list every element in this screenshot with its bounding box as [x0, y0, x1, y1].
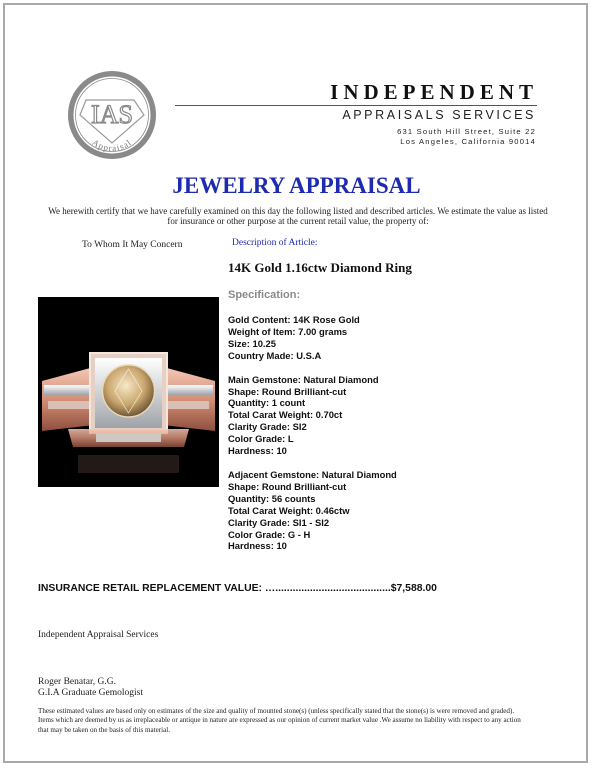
- article-title: 14K Gold 1.16ctw Diamond Ring: [228, 260, 412, 275]
- spec-line: Hardness: 10: [228, 445, 287, 457]
- appraiser-title: G.I.A Graduate Gemologist: [38, 688, 144, 698]
- replacement-value-label: INSURANCE RETAIL REPLACEMENT VALUE: …........................................: [38, 583, 391, 594]
- spec-line: Adjacent Gemstone: Natural Diamond: [228, 468, 397, 480]
- spec-line: Hardness: 10: [228, 540, 287, 552]
- spec-line: Weight of Item: 7.00 grams: [228, 325, 348, 337]
- recipient: To Whom It May Concern: [82, 240, 183, 250]
- spec-group-adjacent-gemstone: [228, 469, 397, 552]
- specification-list: [228, 314, 397, 552]
- spec-line: Quantity: 56 counts: [228, 492, 316, 504]
- spec-group-main-gemstone: [228, 374, 397, 457]
- spec-line: Color Grade: L: [228, 433, 294, 445]
- product-photo: [38, 297, 219, 487]
- specification-label: Specification:: [228, 289, 301, 301]
- spec-line: Clarity Grade: SI2: [228, 421, 307, 433]
- spec-line: Size: 10.25: [228, 337, 276, 349]
- spec-line: Shape: Round Brilliant-cut: [228, 385, 347, 397]
- logo-monogram: IAS: [91, 100, 133, 129]
- spec-line: Total Carat Weight: 0.46ctw: [228, 504, 350, 516]
- spec-line: Color Grade: G - H: [228, 528, 311, 540]
- spec-group-gold: [228, 314, 397, 362]
- spec-line: Main Gemstone: Natural Diamond: [228, 373, 379, 385]
- spec-line: Quantity: 1 count: [228, 397, 306, 409]
- certification-text: We herewith certify that we have carefully examined on this day the following listed and described articles. We estimate the value as listed for insurance or other purpose at the current retail value, the property of:: [48, 206, 548, 226]
- company-address: [397, 127, 536, 147]
- document-title: JEWELRY APPRAISAL: [172, 173, 421, 198]
- address-line-1: 631 South Hill Street, Suite 22: [397, 127, 536, 136]
- ring-photo-icon: [38, 297, 219, 487]
- signature-company: Independent Appraisal Services: [38, 630, 159, 640]
- appraiser-name: Roger Benatar, G.G.: [38, 677, 116, 687]
- disclaimer: These estimated values are based only on estimates of the size and quality of mounted stone(s) (unless specifically stated that the stone(s) is were removed and graded). Items which are deemed by us as irreplaceable or antique in nature are expressed as our opinion of current market value .We assume no liability with respect to any action that may be taken on the basis of this material.: [38, 707, 521, 734]
- address-line-2: Los Angeles, California 90014: [400, 137, 536, 146]
- spec-line: Total Carat Weight: 0.70ct: [228, 409, 343, 421]
- company-name: INDEPENDENT: [330, 80, 538, 104]
- description-label: Description of Article:: [232, 238, 318, 248]
- spec-line: Clarity Grade: SI1 - SI2: [228, 516, 330, 528]
- spec-line: Gold Content: 14K Rose Gold: [228, 314, 360, 325]
- header-rule: [175, 105, 537, 106]
- appraiser-block: [38, 677, 143, 699]
- replacement-value: [38, 583, 437, 594]
- spec-line: Country Made: U.S.A: [228, 349, 322, 361]
- company-subtitle: APPRAISALS SERVICES: [342, 108, 536, 122]
- replacement-value-amount: $7,588.00: [390, 583, 437, 594]
- spec-line: Shape: Round Brilliant-cut: [228, 480, 347, 492]
- logo-arc-text: Appraisal: [90, 137, 134, 154]
- company-logo-icon: [64, 67, 160, 163]
